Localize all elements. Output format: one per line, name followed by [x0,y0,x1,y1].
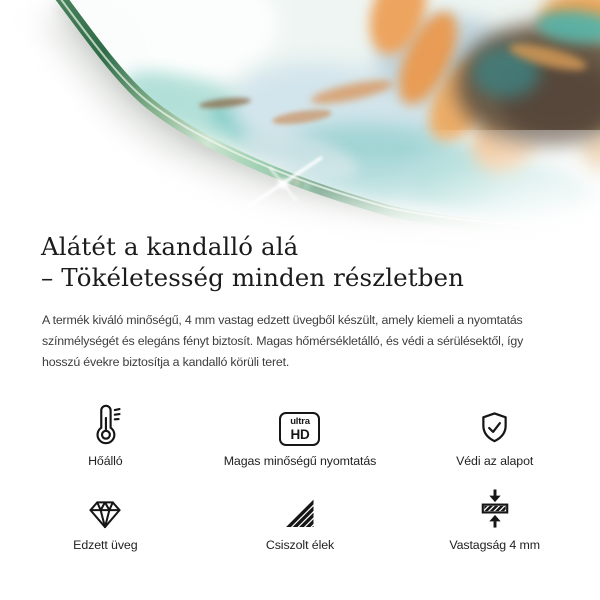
product-description [42,310,523,373]
features-grid [8,400,592,568]
polished-edges-icon [282,484,317,530]
feature-hd-print [203,400,398,484]
title-line-1: Alátét a kandalló alá [41,232,299,261]
feature-thickness [397,484,592,568]
diamond-icon [86,484,124,530]
thermometer-icon [88,400,122,446]
feature-label: Csiszolt élek [265,538,335,552]
feature-label: Hőálló [88,454,123,468]
feature-heat-resistant [8,400,203,484]
title-line-2: – Tökéletesség minden részletben [41,263,464,292]
product-photo [0,0,600,256]
ultra-hd-icon: ultra HD [279,400,320,446]
feature-polished-edges [203,484,398,568]
thickness-icon [478,484,512,530]
feature-label: Magas minőségű nyomtatás [223,454,377,468]
description-line: színmélységét és elegáns fényt biztosít. Magas hőmérsékletálló, és védi a sérülésektől, így [42,334,524,348]
glass-pad-image [0,0,600,256]
feature-protects-base [397,400,592,484]
page-title [41,231,464,293]
shield-check-icon [479,400,510,446]
description-line: hosszú évekre biztosítja a kandalló körüli teret. [42,355,290,369]
feature-tempered-glass [8,484,203,568]
feature-label: Védi az alapot [456,454,534,468]
description-line: A termék kiváló minőségű, 4 mm vastag edzett üvegből készült, amely kiemeli a nyomtatás [42,313,523,327]
feature-label: Edzett üveg [73,538,138,552]
feature-label: Vastagság 4 mm [449,538,540,552]
